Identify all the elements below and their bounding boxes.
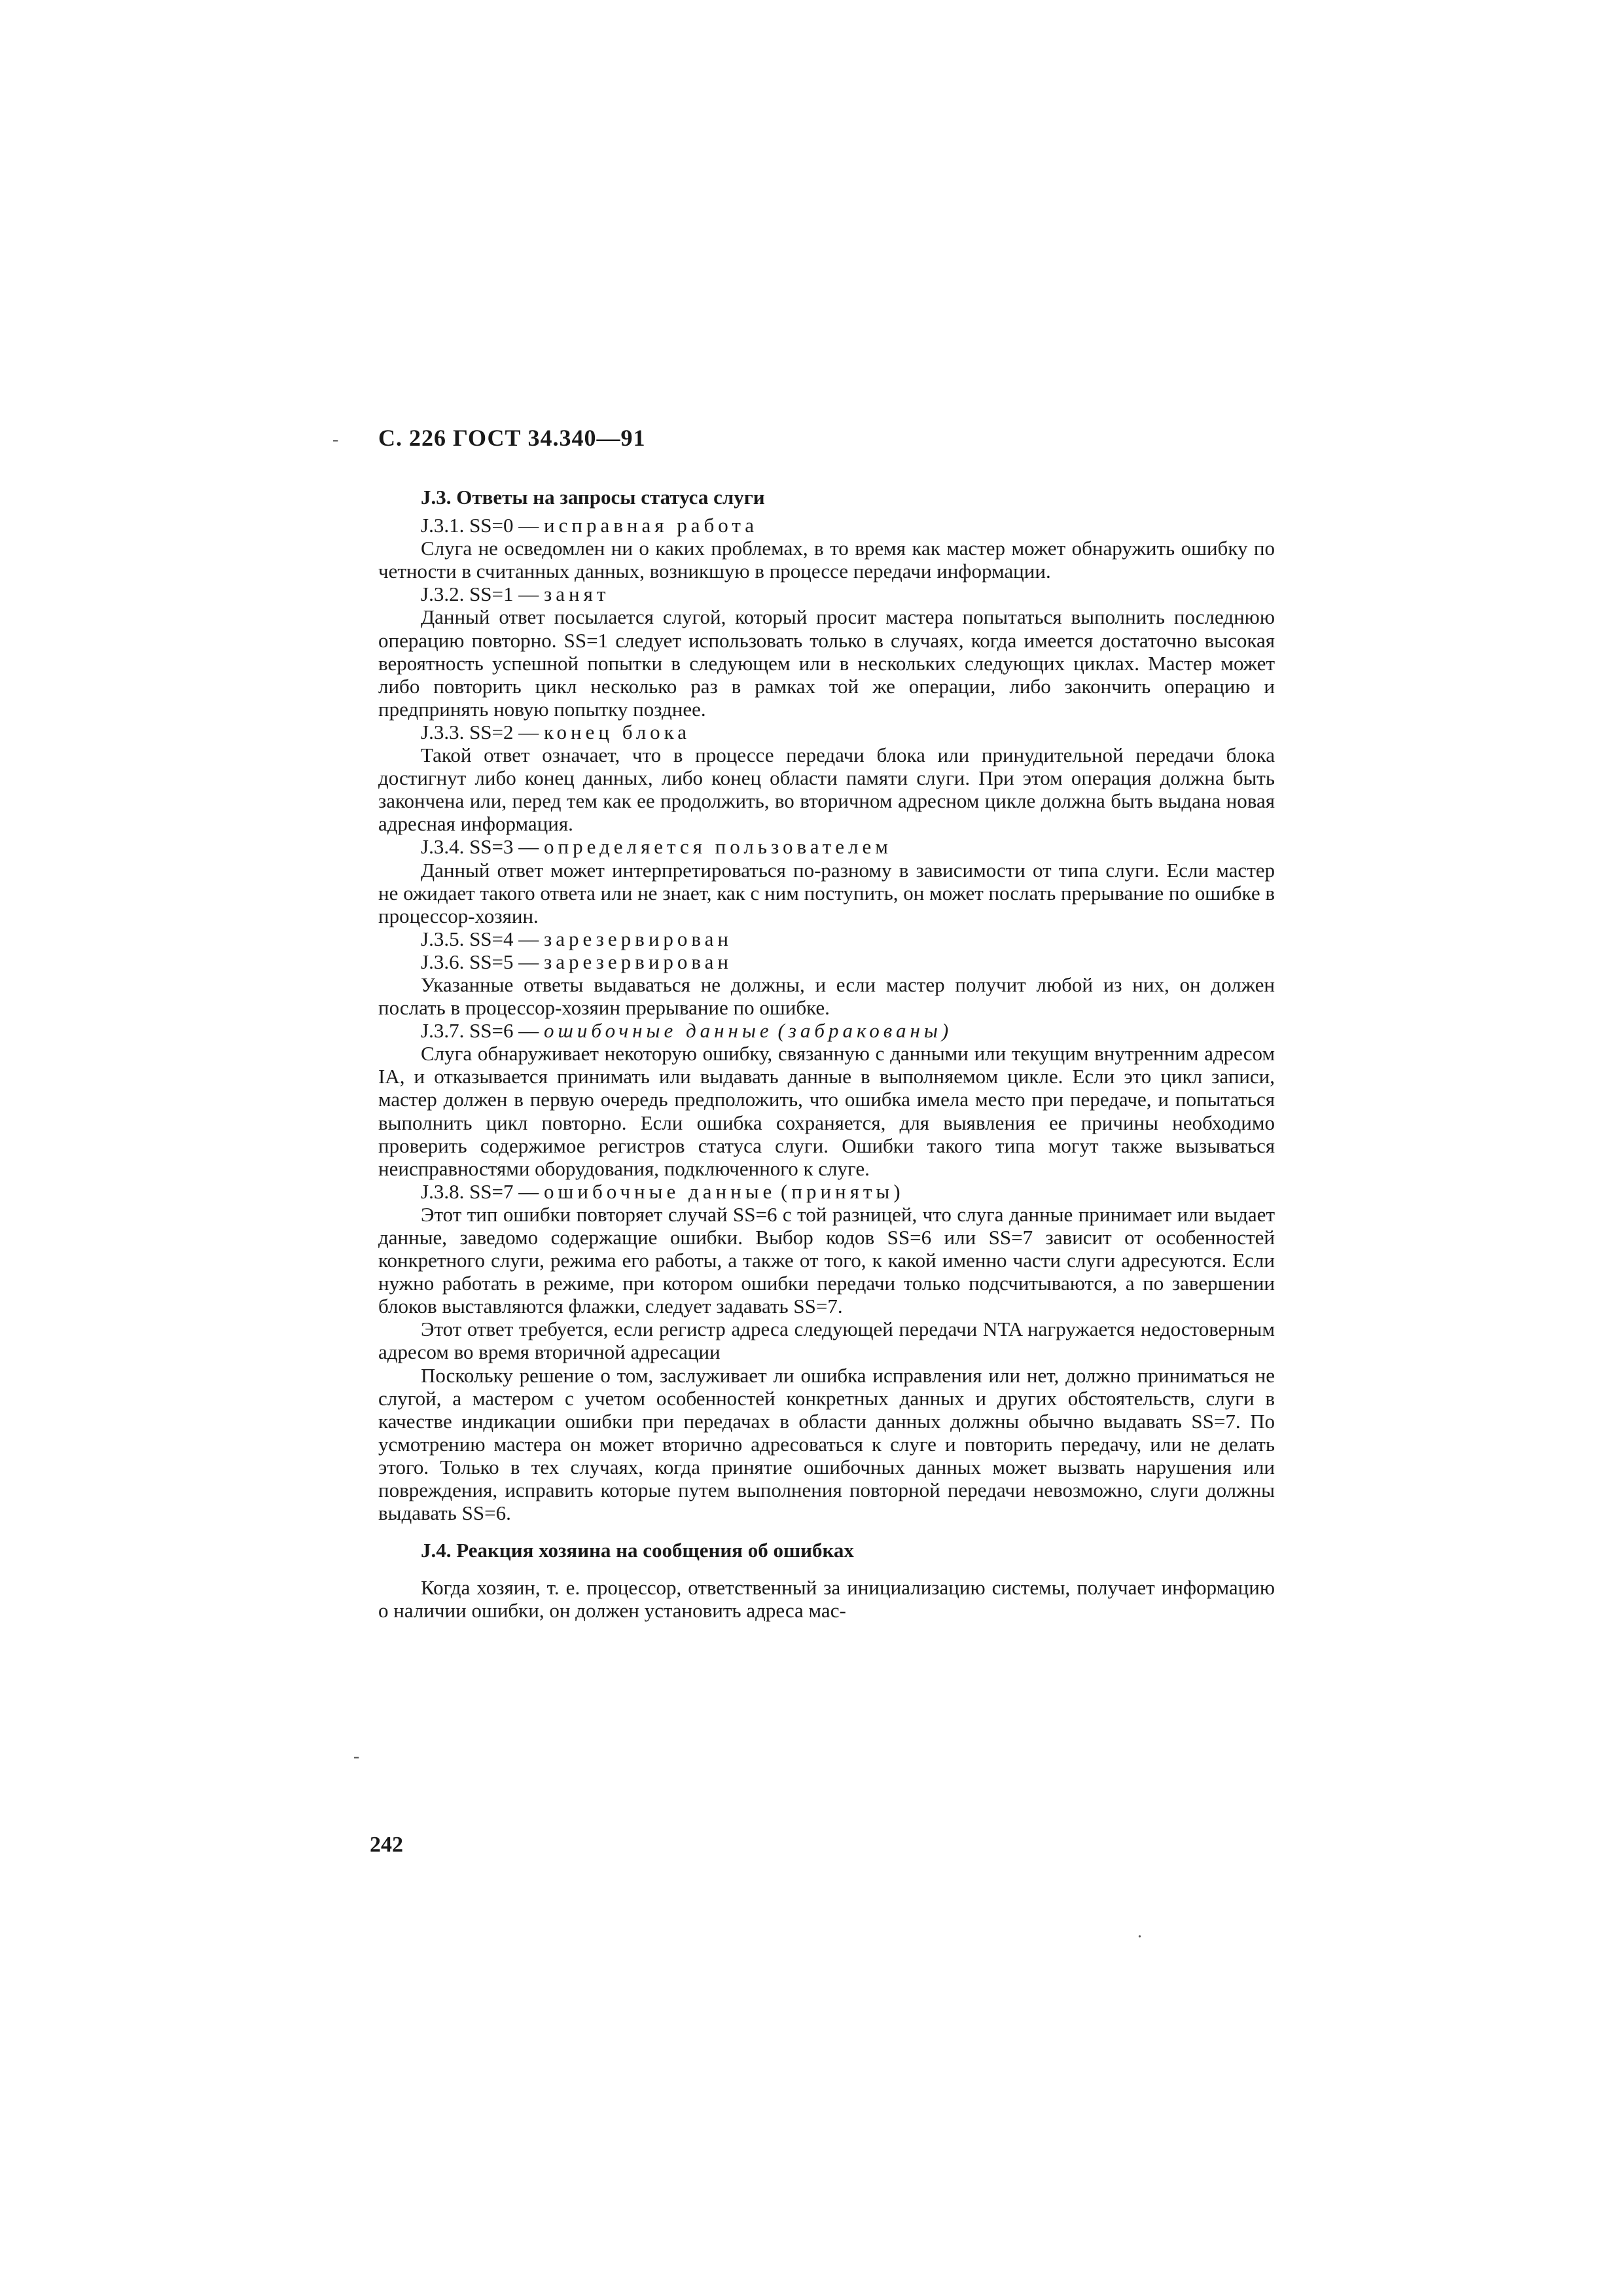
page-number: 242: [370, 1833, 403, 1857]
subsection-code: J.3.3. SS=2 —: [421, 720, 539, 744]
subsection-name: ошибочные данные: [544, 1019, 773, 1043]
body-text: [378, 486, 1275, 1623]
paragraph-j4: Когда хозяин, т. е. процессор, ответственный за инициализацию системы, получает информацию о наличии ошибки, он должен установить адреса мас-: [378, 1576, 1275, 1623]
subsection-name: конец блока: [544, 720, 691, 744]
paragraph-j38-decision: Поскольку решение о том, заслуживает ли ошибка исправления или нет, должно приниматься не слугой, а мастером с учетом особенностей конкретных данных и других обстоятельств, слуги в качестве индикации ошибки при передачах в области данных должны обычно выдавать SS=7. По усмотрению мастера он может вторично адресоваться к слуге и повторить передачу, или не делать этого. Только в тех случаях, когда принятие ошибочных данных может вызвать нарушения или повреждения, исправить которые путем выполнения повторной передачи невозможно, слуги должны выдавать SS=6.: [378, 1363, 1275, 1525]
subsection-j36-heading: [378, 950, 1275, 973]
paragraph-j38: Этот тип ошибки повторяет случай SS=6 с той разницей, что слуга данные принимает или выдает данные, заведомо содержащие ошибки. Выбор кодов SS=6 или SS=7 зависит от особенностей конкретного слуги, режима его работы, а также от того, к какой именно части слуги адресуются. Если нужно работать в режиме, при котором ошибки передачи только подсчитываются, а по завершении блоков выставляются флажки, следует задавать SS=7.: [378, 1202, 1275, 1318]
paragraph-j33: Такой ответ означает, что в процессе передачи блока или принудительной передачи блока достигнут либо конец данных, либо конец области памяти слуги. При этом операция должна быть закончена или, перед тем как ее продолжить, во вторичном адресном цикле должна быть выдана новая адресная информация.: [378, 744, 1275, 836]
subsection-code: J.3.8. SS=7 —: [421, 1179, 539, 1203]
subsection-name: ошибочные данные: [544, 1179, 776, 1203]
subsection-j32-heading: [378, 583, 1275, 605]
subsection-name: зарезервирован: [544, 950, 732, 973]
subsection-name: зарезервирован: [544, 927, 732, 950]
subsection-code: J.3.1. SS=0 —: [421, 514, 539, 537]
subsection-name: определяется пользователем: [544, 835, 892, 859]
subsection-j35-heading: [378, 927, 1275, 950]
subsection-code: J.3.2. SS=1 —: [421, 583, 539, 606]
subsection-name: исправная работа: [544, 514, 758, 537]
paragraph-j36: Указанные ответы выдаваться не должны, и если мастер получит любой из них, он должен послать в процессор-хозяин прерывание по ошибке.: [378, 973, 1275, 1020]
section-title-j3: J.3. Ответы на запросы статуса слуги: [421, 486, 765, 509]
page-header: С. 226 ГОСТ 34.340—91: [378, 425, 646, 451]
subsection-code: J.3.7. SS=6 —: [421, 1019, 539, 1043]
paragraph-j37: Слуга обнаруживает некоторую ошибку, связанную с данными или текущим внутренним адресом IA, и отказывается принимать или выдавать данные в выполняемом цикле. Если это цикл записи, мастер должен в первую очередь предположить, что ошибка имела место при передаче, и попытаться выполнить цикл повторно. Если ошибка сохраняется, для выявления ее причины необходимо проверить содержимое регистров статуса слуги. Ошибки такого типа могут также вызываться неисправностями оборудования, подключенного к слуге.: [378, 1042, 1275, 1180]
subsection-qualifier: (забракованы): [777, 1019, 953, 1043]
paragraph-j31: Слуга не осведомлен ни о каких проблемах, в то время как мастер может обнаружить ошибку по четности в считанных данных, возникшую в процессе передачи информации.: [378, 537, 1275, 583]
scan-mark: -: [332, 429, 339, 450]
scan-mark: -: [353, 1746, 360, 1767]
subsection-code: J.3.5. SS=4 —: [421, 927, 539, 950]
scan-mark: .: [1137, 1922, 1142, 1942]
paragraph-j34: Данный ответ может интерпретироваться по-разному в зависимости от типа слуги. Если мастер не ожидает такого ответа или не знает, как с ним поступить, он может послать прерывание по ошибке в процессор-хозяин.: [378, 858, 1275, 927]
subsection-j34-heading: [378, 835, 1275, 858]
subsection-j38-heading: [378, 1180, 1275, 1203]
paragraph-j32: Данный ответ посылается слугой, который просит мастера попытаться выполнить последнюю операцию повторно. SS=1 следует использовать только в случаях, когда имеется достаточно высокая вероятность успешной попытки в следующем или в нескольких следующих циклах. Мастер может либо повторить цикл несколько раз в рамках той же операции, либо закончить операцию и предпринять новую попытку позднее.: [378, 605, 1275, 721]
subsection-code: J.3.6. SS=5 —: [421, 950, 539, 973]
subsection-name: занят: [544, 583, 610, 606]
section-title-j4: J.4. Реакция хозяина на сообщения об ошибках: [421, 1539, 854, 1562]
subsection-j37-heading: [378, 1019, 1275, 1042]
paragraph-j38-nta: Этот ответ требуется, если регистр адреса следующей передачи NTA нагружается недостоверным адресом во время вторичной адресации: [378, 1318, 1275, 1364]
subsection-j31-heading: [378, 514, 1275, 537]
subsection-j33-heading: [378, 721, 1275, 744]
subsection-qualifier: (приняты): [781, 1179, 904, 1203]
subsection-code: J.3.4. SS=3 —: [421, 835, 539, 859]
